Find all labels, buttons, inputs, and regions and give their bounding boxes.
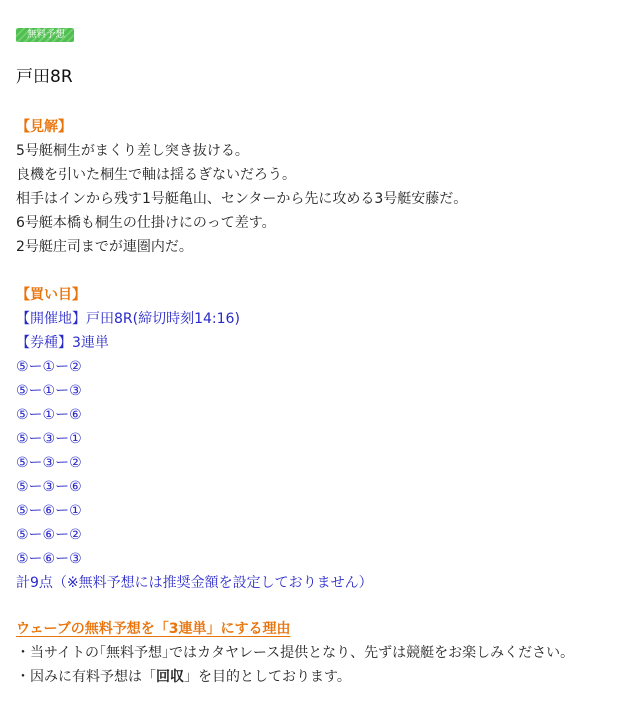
venue-info: 【開催地】戸田8R(締切時刻14:16)	[16, 311, 240, 327]
bet-combination-6: ⑤ー③ー⑥	[16, 479, 82, 495]
bet-combination-9: ⑤ー⑥ー③	[16, 551, 82, 567]
bet-combination-3: ⑤ー①ー⑥	[16, 407, 82, 423]
analysis-line-1: 5号艇桐生がまくり差し突き抜ける。	[16, 143, 249, 159]
bet-total: 計9点（※無料予想には推奨金額を設定しておりません）	[16, 575, 373, 591]
bet-combination-8: ⑤ー⑥ー②	[16, 527, 82, 543]
analysis-line-5: 2号艇庄司までが連圏内だ。	[16, 239, 193, 255]
bets-section	[16, 283, 616, 595]
bet-combination-7: ⑤ー⑥ー①	[16, 503, 82, 519]
reason-line-2-bold: 回収	[156, 669, 184, 685]
analysis-line-2: 良機を引いた桐生で軸は揺るぎないだろう。	[16, 167, 296, 183]
reason-line-1: ・当サイトの｢無料予想｣ではカタヤレース提供となり、先ずは競艇をお楽しみください。	[16, 645, 575, 661]
reason-heading: ウェーブの無料予想を「3連単」にする理由	[16, 621, 291, 637]
analysis-section	[16, 115, 616, 259]
bet-type-info: 【券種】3連単	[16, 335, 109, 351]
reason-line-2	[16, 665, 616, 689]
race-title: 戸田8R	[16, 67, 73, 87]
bets-heading: 【買い目】	[16, 287, 86, 303]
free-prediction-badge: 無料予想	[16, 28, 74, 42]
bet-combination-1: ⑤ー①ー②	[16, 359, 82, 375]
bet-combination-2: ⑤ー①ー③	[16, 383, 82, 399]
bet-combination-4: ⑤ー③ー①	[16, 431, 82, 447]
reason-line-2-prefix: ・因みに有料予想は「	[16, 669, 156, 685]
analysis-heading: 【見解】	[16, 119, 72, 135]
analysis-line-3: 相手はインから残す1号艇亀山、センターから先に攻める3号艇安藤だ。	[16, 191, 468, 207]
analysis-line-4: 6号艇本橋も桐生の仕掛けにのって差す。	[16, 215, 276, 231]
reason-line-2-suffix: 」を目的としております。	[184, 669, 351, 685]
reason-section	[16, 617, 616, 689]
bet-combination-5: ⑤ー③ー②	[16, 455, 82, 471]
